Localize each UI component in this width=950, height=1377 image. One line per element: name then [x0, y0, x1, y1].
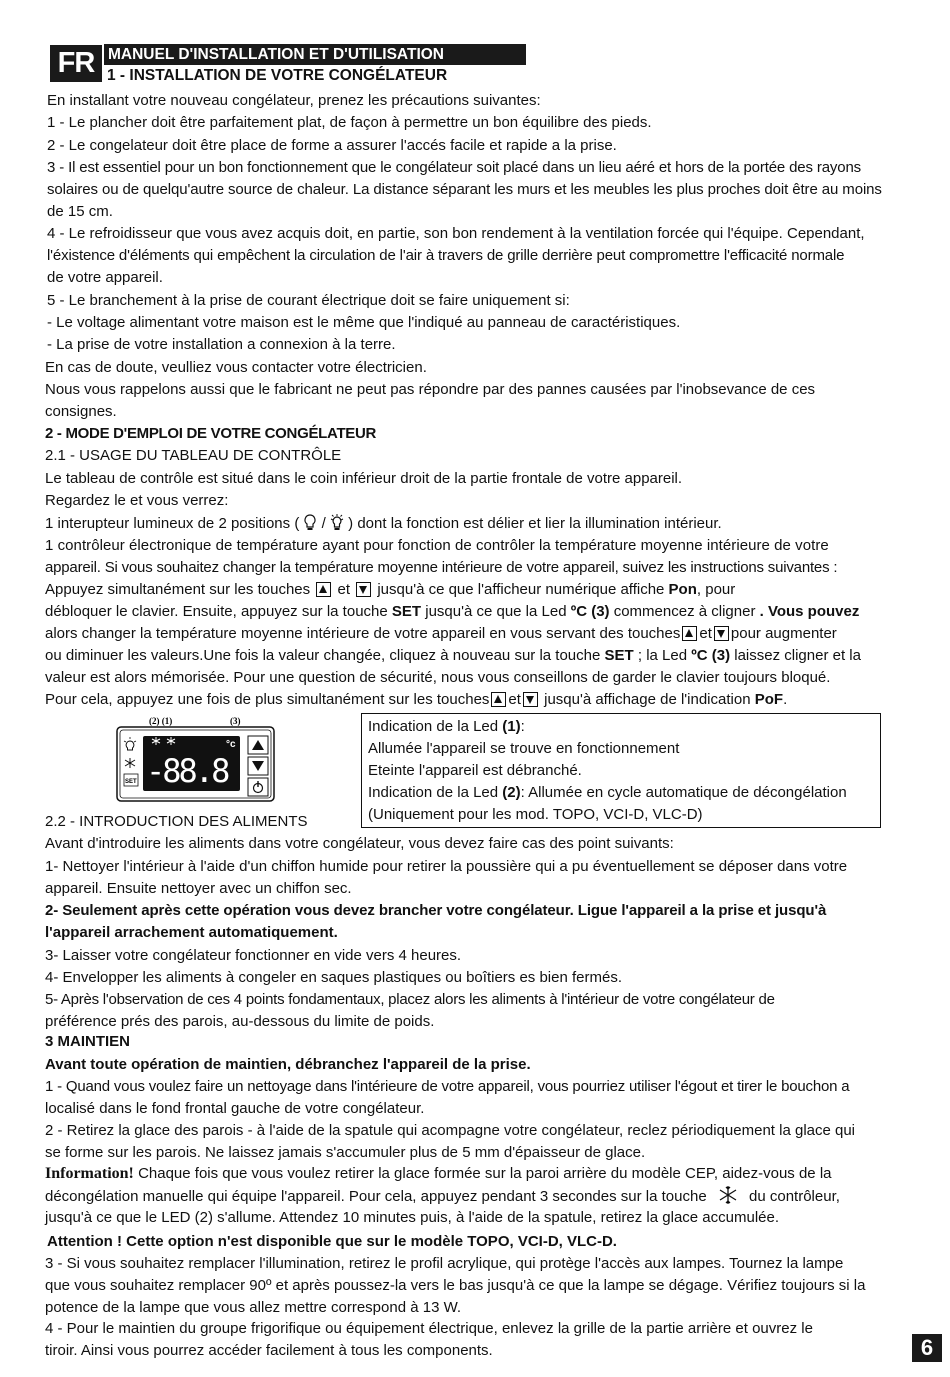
- maint-item-3-line-3: potence de la lampe que vous allez mettre correspond à 13 W.: [45, 1299, 462, 1316]
- led-1-number: (1): [502, 718, 521, 735]
- save-line: [45, 645, 861, 667]
- install-item-5-condition-1: - Le voltage alimentant votre maison est le même que l'indiqué au panneau de caractéristiques.: [47, 314, 681, 331]
- led-1-colon: :: [520, 718, 525, 735]
- install-item-5: 5 - Le branchement à la prise de courant électrique doit se faire uniquement si:: [47, 292, 570, 309]
- led-2-heading: [368, 782, 874, 804]
- intro-step-4: 4- Envelopper les aliments à congeler en saques plastiques ou boîtiers es bien fermés.: [45, 969, 622, 986]
- intro-step-5-line-2: préférence prés des parois, au-dessous du limite de poids.: [45, 1013, 435, 1030]
- light-off-icon: [303, 514, 317, 532]
- information-label: Information!: [45, 1165, 134, 1182]
- adjust-line: [45, 623, 837, 645]
- adjust-text-a: alors changer la température moyenne intérieure de votre appareil en vous servant des touches: [45, 625, 681, 642]
- install-item-1: 1 - Le plancher doit être parfaitement plat, de façon à permettre un bon équilibre des pieds.: [47, 114, 652, 131]
- unlock-line: [45, 579, 735, 601]
- memorized-line: valeur est alors mémorisée. Pour une question de sécurité, nous vous conseillons de garder le clavier toujours bloqué.: [45, 669, 831, 686]
- up-key-icon: [682, 626, 697, 641]
- install-item-2: 2 - Le congelateur doit être place de forme a assurer l'accés facile et rapide a la prise.: [47, 137, 617, 154]
- section-1-heading: 1 - INSTALLATION DE VOTRE CONGÉLATEUR: [107, 67, 448, 84]
- intro-step-5-line-1: 5- Après l'observation de ces 4 points fondamentaux, placez alors les aliments à l'intérieur de votre congélateur de: [45, 991, 775, 1008]
- set-text-b: jusqu'à ce que la Led: [425, 603, 567, 620]
- adjust-text-c: pour augmenter: [730, 625, 837, 642]
- lock-text-d: .: [783, 691, 788, 708]
- panel-set-label: SET: [125, 779, 137, 785]
- page-number: 6: [912, 1334, 942, 1362]
- led-2-models: (Uniquement pour les mod. TOPO, VCI-D, VLC-D): [368, 806, 703, 823]
- maint-item-2-line-1: 2 - Retirez la glace des parois - à l'aide de la spatule qui acompagne votre congélateur, reclez périodiquement la glace qui: [45, 1122, 856, 1139]
- install-item-3-line-1: 3 - Il est essentiel pour un bon fonctionnement que le congélateur soit placé dans un lieu aéré et hors de la portée des rayons: [47, 159, 861, 176]
- lock-text-b: et: [508, 691, 521, 708]
- maint-item-4-line-2: tiroir. Ainsi vous pourrez accéder facilement à tous les components.: [45, 1342, 493, 1359]
- led-indication-box: [361, 713, 881, 828]
- maintenance-warning: Avant toute opération de maintien, débranchez l'appareil de la prise.: [45, 1056, 531, 1073]
- install-item-4-line-2: l'éxistence d'éléments qui empêchent la circulation de l'air à travers de grille derrière peut compromettre l'efficacité normale: [47, 247, 845, 264]
- led-2-heading-text: Indication de la Led: [368, 784, 499, 801]
- install-reminder-line-2: consignes.: [45, 403, 117, 420]
- led-label-3: (3): [230, 716, 241, 726]
- set-text-a: débloquer le clavier. Ensuite, appuyez sur la touche: [45, 603, 388, 620]
- unlock-text-a: Appuyez simultanément sur les touches: [45, 581, 311, 598]
- light-on-icon: [330, 514, 344, 532]
- save-text-a: ou diminuer les valeurs.Une fois la valeur changée, cliquez à nouveau sur la touche: [45, 647, 601, 664]
- set-key-label: SET: [391, 603, 422, 620]
- attention-note: Attention ! Cette option n'est disponible que sur le modèle TOPO, VCI-D, VLC-D.: [47, 1233, 617, 1250]
- section-2-heading: 2 - MODE D'EMPLOI DE VOTRE CONGÉLATEUR: [45, 425, 377, 442]
- controller-line-1: 1 contrôleur électronique de température ayant pour fonction de contrôler la température moyenne intérieure de votre: [45, 537, 829, 554]
- light-switch-separator: /: [321, 515, 326, 532]
- lock-text-c: jusqu'à affichage de l'indication: [544, 691, 751, 708]
- down-key-icon: [714, 626, 729, 641]
- up-key-icon: [316, 582, 331, 597]
- pof-indicator: PoF: [754, 691, 784, 708]
- set-text-d: . Vous pouvez: [759, 603, 860, 620]
- up-key-icon: [491, 692, 506, 707]
- maint-item-2-line-2: se forme sur les parois. Ne laissez jamais s'accumuler plus de 5 mm d'épaisseur de glace.: [45, 1144, 646, 1161]
- controller-line-2: appareil. Si vous souhaitez changer la température moyenne intérieure de votre appareil, suivez les instructions suivantes :: [45, 559, 838, 576]
- control-panel-location: Le tableau de contrôle est situé dans le coin inférieur droit de la partie frontale de votre appareil.: [45, 470, 683, 487]
- light-switch-text-a: 1 interupteur lumineux de 2 positions (: [45, 515, 300, 532]
- information-line-2: [45, 1185, 840, 1208]
- set-text-c: commencez à cligner: [613, 603, 756, 620]
- panel-display-digits: -88.8: [146, 752, 228, 790]
- led-2-description: : Allumée en cycle automatique de décongélation: [520, 784, 847, 801]
- light-switch-line: [45, 513, 722, 535]
- led-labels-2-1: (2) (1): [149, 716, 173, 726]
- look-instruction: Regardez le et vous verrez:: [45, 492, 229, 509]
- unlock-text-d: , pour: [696, 581, 736, 598]
- down-key-icon: [523, 692, 538, 707]
- maint-item-3-line-2: que vous souhaitez remplacer 90º et après poussez-la vers le bas jusqu'à ce que la lampe se dégage. Vérifiez toujours si la: [45, 1277, 866, 1294]
- install-reminder-line-1: Nous vous rappelons aussi que le fabricant ne peut pas répondre par des pannes causées par l'inobsevance de ces: [45, 381, 816, 398]
- document-title: MANUEL D'INSTALLATION ET D'UTILISATION: [104, 44, 526, 65]
- lock-text-a: Pour cela, appuyez une fois de plus simultanément sur les touches: [45, 691, 490, 708]
- intro-step-2-line-2: l'appareil arrachement automatiquement.: [45, 924, 338, 941]
- led-1-off: Eteinte l'appareil est débranché.: [368, 762, 582, 779]
- save-text-c: laissez cligner et la: [734, 647, 861, 664]
- section-3-heading: 3 MAINTIEN: [45, 1033, 131, 1050]
- led-3-label: ºC (3): [691, 647, 731, 664]
- install-item-4-line-3: de votre appareil.: [47, 269, 163, 286]
- intro-step-3: 3- Laisser votre congélateur fonctionner en vide vers 4 heures.: [45, 947, 462, 964]
- set-key-label: SET: [604, 647, 634, 664]
- led-1-heading: [368, 716, 874, 738]
- section-2-2-heading: 2.2 - INTRODUCTION DES ALIMENTS: [45, 813, 308, 830]
- down-key-icon: [356, 582, 371, 597]
- install-item-3-line-3: de 15 cm.: [47, 203, 113, 220]
- intro-step-1-line-2: appareil. Ensuite nettoyer avec un chiffon sec.: [45, 880, 352, 897]
- control-panel-illustration: [116, 714, 276, 804]
- install-item-3-line-2: solaires ou de quelqu'autre source de chaleur. La distance séparant les murs et les meubles les plus proches doit être au moins: [47, 181, 882, 198]
- led-2-number: (2): [502, 784, 521, 801]
- set-line: [45, 601, 859, 623]
- install-doubt: En cas de doute, veulliez vous contacter votre électricien.: [45, 359, 427, 376]
- pon-indicator: Pon: [668, 581, 697, 598]
- language-badge: FR: [50, 45, 102, 82]
- unlock-text-b: et: [337, 581, 350, 598]
- install-intro: En installant votre nouveau congélateur, prenez les précautions suivantes:: [47, 92, 541, 109]
- adjust-text-b: et: [699, 625, 712, 642]
- maint-item-3-line-1: 3 - Si vous souhaitez remplacer l'illumination, retirez le profil acrylique, qui protège l'accès aux lampes. Tournez la lampe: [45, 1255, 844, 1272]
- intro-prelude: Avant d'introduire les aliments dans votre congélateur, vous devez faire cas des point suivants:: [45, 835, 674, 852]
- information-text-a: Chaque fois que vous voulez retirer la glace formée sur la paroi arrière du modèle CEP, aidez-vous de la: [138, 1165, 832, 1182]
- save-text-b: ; la Led: [637, 647, 688, 664]
- led-1-heading-text: Indication de la Led: [368, 718, 499, 735]
- defrost-key-icon: [717, 1185, 739, 1205]
- led-1-on: Allumée l'appareil se trouve en fonctionnement: [368, 740, 680, 757]
- panel-unit: °c: [226, 739, 236, 750]
- information-line-1: [45, 1163, 832, 1185]
- maint-item-1-line-1: 1 - Quand vous voulez faire un nettoyage dans l'intérieure de votre appareil, vous pourriez utiliser l'égout et tirer le bouchon a: [45, 1078, 850, 1095]
- information-text-c: du contrôleur,: [749, 1188, 840, 1205]
- intro-step-2-line-1: 2- Seulement après cette opération vous devez brancher votre congélateur. Ligue l'appareil a la prise et jusqu'à: [45, 902, 827, 919]
- information-line-3: jusqu'à ce que le LED (2) s'allume. Attendez 10 minutes puis, à l'aide de la spatule, retirez la glace accumulée.: [45, 1209, 780, 1226]
- maint-item-4-line-1: 4 - Pour le maintien du groupe frigorifique ou équipement électrique, enlevez la grille de la partie arrière et ouvrez le: [45, 1320, 813, 1337]
- led-3-label: ºC (3): [570, 603, 610, 620]
- maint-item-1-line-2: localisé dans le fond frontal gauche de votre congélateur.: [45, 1100, 425, 1117]
- lock-line: [45, 689, 787, 711]
- unlock-text-c: jusqu'à ce que l'afficheur numérique affiche: [377, 581, 665, 598]
- information-text-b: décongélation manuelle qui équipe l'appareil. Pour cela, appuyez pendant 3 secondes sur la touche: [45, 1188, 707, 1205]
- install-item-4-line-1: 4 - Le refroidisseur que vous avez acquis doit, en partie, son bon rendement à la ventilation forcée qui l'équipe. Cependant,: [47, 225, 865, 242]
- section-2-1-heading: 2.1 - USAGE DU TABLEAU DE CONTRÔLE: [45, 447, 342, 464]
- install-item-5-condition-2: - La prise de votre installation a connexion à la terre.: [47, 336, 396, 353]
- intro-step-1-line-1: 1- Nettoyer l'intérieur à l'aide d'un chiffon humide pour retirer la poussière qui a pu éventuellement se déposer dans votre: [45, 858, 848, 875]
- light-switch-text-b: ) dont la fonction est délier et lier la illumination intérieur.: [348, 515, 722, 532]
